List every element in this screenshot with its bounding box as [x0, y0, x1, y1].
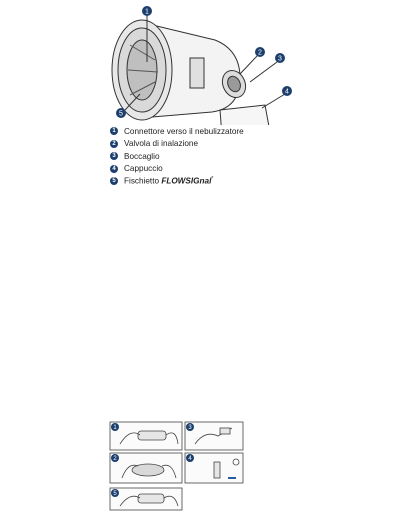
step-panel-5 — [110, 488, 182, 510]
svg-text:1: 1 — [145, 8, 149, 16]
svg-text:1: 1 — [113, 425, 117, 432]
legend-badge: 4 — [110, 165, 118, 173]
svg-text:4: 4 — [285, 88, 289, 96]
svg-text:3: 3 — [278, 55, 282, 63]
legend-label: Connettore verso il nebulizzatore — [124, 126, 244, 136]
svg-text:5: 5 — [119, 110, 123, 118]
legend-label: Boccaglio — [124, 151, 160, 161]
legend-badge: 2 — [110, 140, 118, 148]
svg-text:2: 2 — [113, 456, 117, 463]
legend-badge: 5 — [110, 177, 118, 185]
brand-name: FLOWSIGnal — [161, 177, 212, 187]
svg-text:5: 5 — [113, 491, 117, 498]
step-panel-1 — [110, 422, 182, 450]
legend-label: Fischietto FLOWSIGnal* — [124, 176, 214, 187]
svg-text:3: 3 — [188, 425, 192, 432]
svg-text:2: 2 — [258, 49, 262, 57]
legend-label: Cappuccio — [124, 164, 163, 174]
legend-badge: 3 — [110, 152, 118, 160]
svg-text:4: 4 — [188, 456, 192, 463]
legend-label: Valvola di inalazione — [124, 139, 199, 149]
legend-badge: 1 — [110, 127, 118, 135]
step-panel-2 — [110, 453, 182, 483]
